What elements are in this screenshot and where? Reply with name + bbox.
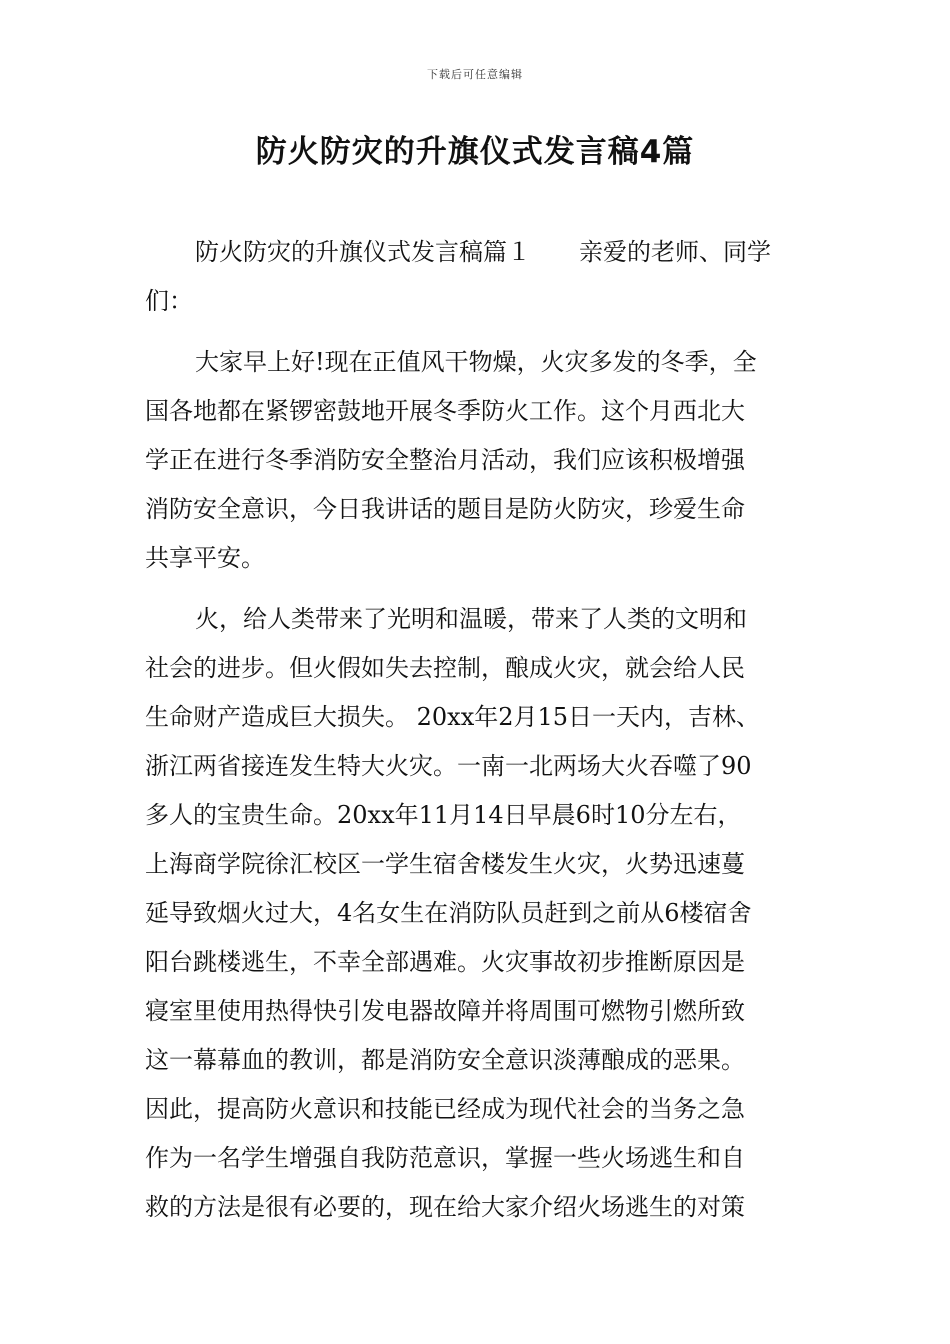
paragraph-line: 因此，提高防火意识和技能已经成为现代社会的当务之急 xyxy=(145,1095,745,1123)
paragraph-line: 浙江两省接连发生特大火灾。一南一北两场大火吞噬了90 xyxy=(145,752,752,780)
paragraph-line: 学正在进行冬季消防安全整治月活动，我们应该积极增强 xyxy=(145,446,745,474)
paragraph-line: 这一幕幕血的教训，都是消防安全意识淡薄酿成的恶果。 xyxy=(145,1046,745,1074)
paragraph-line: 生命财产造成巨大损失。 20xx年2月15日一天内，吉林、 xyxy=(145,703,761,731)
header-note: 下载后可任意编辑 xyxy=(427,68,523,81)
paragraph-line: 寝室里使用热得快引发电器故障并将周围可燃物引燃所致 xyxy=(145,997,745,1025)
paragraph-line: 上海商学院徐汇校区一学生宿舍楼发生火灾，火势迅速蔓 xyxy=(145,850,745,878)
document-title: 防火防灾的升旗仪式发言稿4篇 xyxy=(255,134,695,170)
paragraph-line: 们： xyxy=(145,287,193,315)
paragraph-line: 防火防灾的升旗仪式发言稿篇１ 亲爱的老师、同学 xyxy=(195,238,771,266)
paragraph-line: 大家早上好!现在正值风干物燥，火灾多发的冬季，全 xyxy=(195,348,757,376)
paragraph-line: 延导致烟火过大，4名女生在消防队员赶到之前从6楼宿舍 xyxy=(145,899,752,927)
paragraph-line: 阳台跳楼逃生，不幸全部遇难。火灾事故初步推断原因是 xyxy=(145,948,745,976)
paragraph-line: 救的方法是很有必要的，现在给大家介绍火场逃生的对策 xyxy=(145,1193,745,1221)
paragraph-line: 消防安全意识，今日我讲话的题目是防火防灾，珍爱生命 xyxy=(145,495,745,523)
paragraph-line: 火，给人类带来了光明和温暖，带来了人类的文明和 xyxy=(195,605,747,633)
paragraph-line: 共享平安。 xyxy=(145,544,265,572)
paragraph-line: 社会的进步。但火假如失去控制，酿成火灾，就会给人民 xyxy=(145,654,745,682)
document-body xyxy=(145,228,810,1232)
paragraph-line: 作为一名学生增强自我防范意识，掌握一些火场逃生和自 xyxy=(145,1144,745,1172)
paragraph-line: 国各地都在紧锣密鼓地开展冬季防火工作。这个月西北大 xyxy=(145,397,745,425)
paragraph-line: 多人的宝贵生命。20xx年11月14日早晨6时10分左右， xyxy=(145,801,742,829)
